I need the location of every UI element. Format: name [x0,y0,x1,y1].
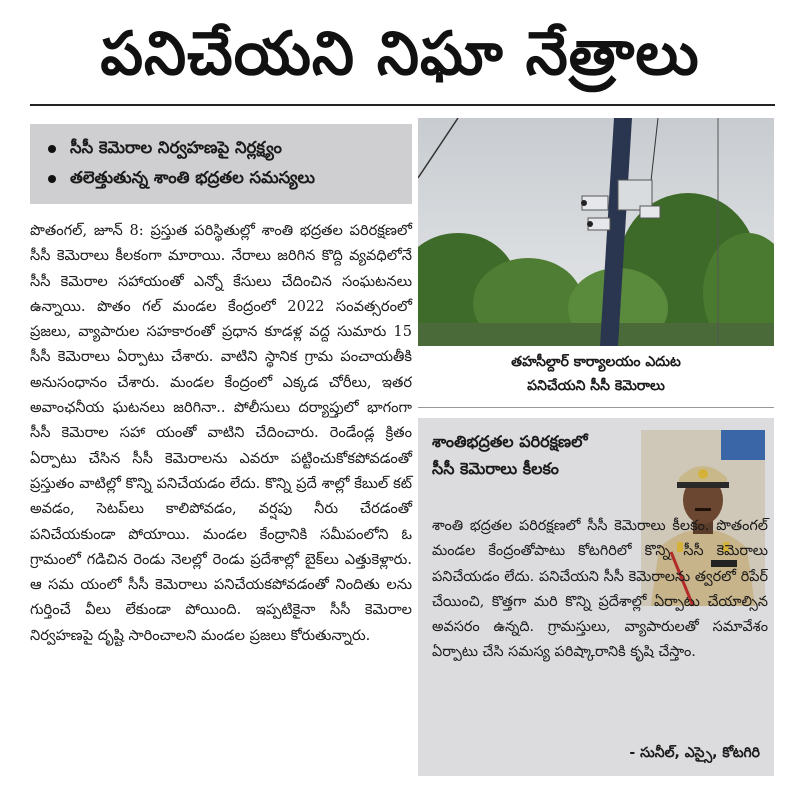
photo-caption [418,350,774,398]
quote-heading-line1: శాంతిభద్రతల పరిరక్షణలో [432,432,588,451]
article-body: పొతంగల్, జూన్ 8: ప్రస్తుత పరిస్థితుల్లో శాంతి భద్రతల పరిరక్షణలో సీసీ కెమెరాలు కీలకంగా మారాయి. నేరాలు జరిగిన కొద్ది వ్యవధిలోనే సీసీ కెమెరాల సహాయంతో ఎన్నో కేసులు చేదించిన సంఘటనలు ఉన్నాయి. పొతం గల్ మండల కేంద్రంలో 2022 సంవత్సరంలో ప్రజలు, వ్యాపారుల సహకారంతో ప్రధాన కూడళ్ల వద్ద సుమారు 15 సీసీ కెమెరాలు ఏర్పాటు చేశారు. వాటిని స్థానిక గ్రామ పంచాయతీకి అనుసంధానం చేశారు. మండల కేంద్రంలో ఎక్కడ చోరీలు, ఇతర అవాంఛనీయ ఘటనలు జరిగినా.. పోలీసులు దర్యాప్తులో భాగంగా సీసీ కెమెరాల సహా యంతో వాటిని చేదించారు. రెండేండ్ల క్రితం ఏర్పాటు చేసిన సీసీ కెమెరాలను ఎవరూ పట్టించుకోకపోవడంతో ప్రస్తుతం వాటిల్లో కొన్ని పనిచేయడం లేదు. కొన్ని ప్రదే శాల్లో కేబుల్ కట్ అవడం, సెటప్‌లు కాలిపోవడం, వర్షపు నీరు చేరడంతో పనిచేయకుండా పోయాయి. మండల కేంద్రానికి సమీపంలోని ఓ గ్రామంలో గడిచిన రెండు నెలల్లో రెండు ప్రదేశాల్లో బైక్‌లు ఎత్తుకెళ్లారు. ఆ సమ యంలో సీసీ కెమెరాలు పనిచేయకపోవడంతో నిందితు లను గుర్తించే వీలు లేకుండా పోయింది. ఇప్పటికైనా సీసీ కెమెరాల నిర్వహణపై దృష్టి సారించాలని మండల ప్రజలు కోరుతున్నారు. [30,222,412,644]
cctv-photo [418,118,774,346]
cctv-photo-image [418,118,774,346]
photo-caption-line2: పనిచేయని సీసీ కెమెరాలు [527,378,665,394]
bullet-text: సీసీ కెమెరాల నిర్వహణపై నిర్లక్ష్యం [70,137,282,157]
headline: పనిచేయని నిఘా నేత్రాలు [100,19,700,89]
quote-text: శాంతి భద్రతల పరిరక్షణలో సీసీ కెమెరాలు కీలకం. పొతంగల్ మండల కేంద్రంతోపాటు కోటగిరిలో కొన్ని సీసీ కెమెరాలు పనిచేయడం లేదు. పనిచేయని సీసీ కెమెరాలను త్వరలో రిపేర్ చేయించి, కొత్తగా మరి కొన్ని ప్రదేశాల్లో ఏర్పాటు చేయాల్సిన అవసరం ఉన్నది. గ్రామస్తులు, వ్యాపారులతో సమావేశం ఏర్పాటు చేసి సమస్య పరిష్కారానికి కృషి చేస్తాం. [432,518,768,661]
quote-signature: - సునీల్, ఎస్సై, కోటగిరి [629,745,760,761]
bullet-box [30,124,412,204]
bullet-text: తలెత్తుతున్న శాంతి భద్రతల సమస్యలు [70,167,315,187]
quote-heading-line2: సీసీ కెమెరాలు కీలకం [432,459,559,478]
bullet-icon [48,145,56,153]
bullet-item [48,134,412,164]
photo-caption-line1: తహసీల్దార్ కార్యాలయం ఎదుట [511,354,681,370]
bullet-icon [48,175,56,183]
headline-rule [30,104,775,106]
caption-divider [418,407,774,408]
quote-box [418,418,774,776]
bullet-item [48,164,412,194]
quote-heading [432,428,632,482]
